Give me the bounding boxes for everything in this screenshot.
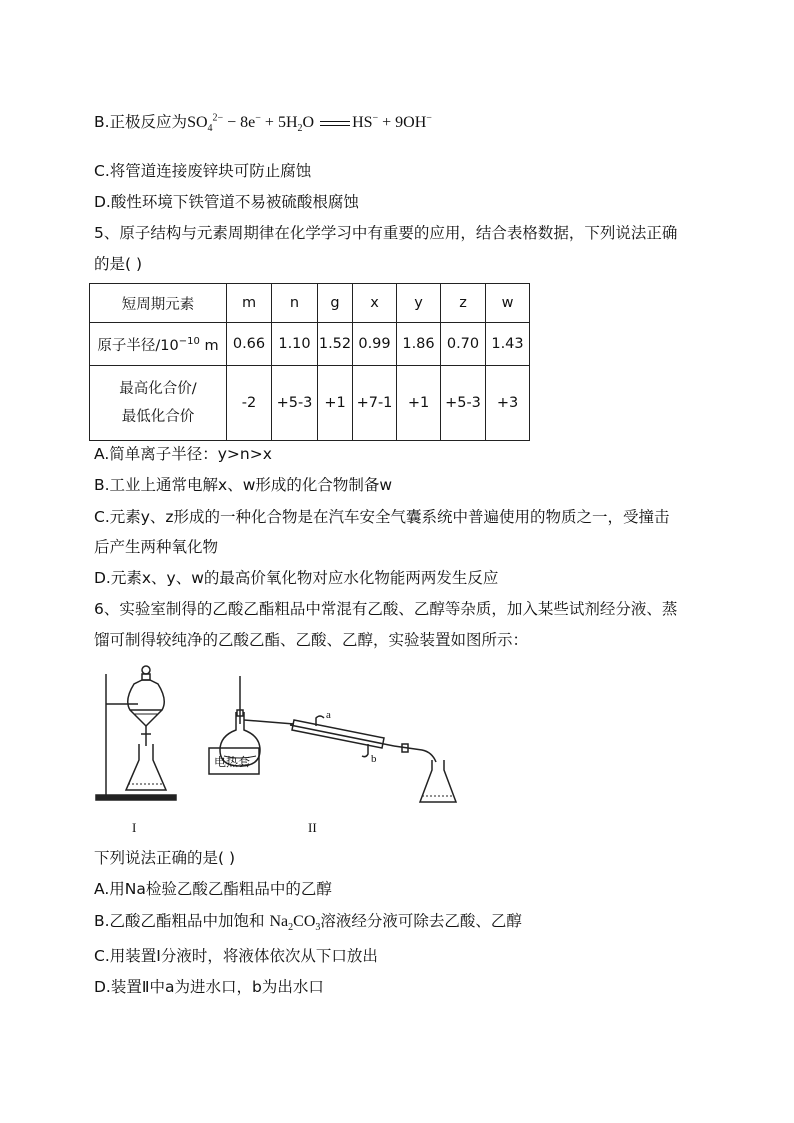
q5-stem-line2: 的是( ) — [94, 255, 143, 273]
q5-option-a: A.简单离子半径：y>n>x — [94, 445, 272, 463]
table-valence-label: 最高化合价/ 最低化合价 — [90, 366, 227, 441]
table-header-label: 短周期元素 — [90, 284, 227, 323]
table-cell: 1.52 — [318, 323, 353, 366]
q6-stem-line2: 馏可制得较纯净的乙酸乙酯、乙酸、乙醇，实验装置如图所示： — [94, 631, 529, 649]
option-c-previous: C.将管道连接废锌块可防止腐蚀 — [94, 162, 312, 180]
table-cell: +7-1 — [353, 366, 397, 441]
q6-prompt: 下列说法正确的是( ) — [94, 849, 236, 867]
electrode-equation: $SO_4^{2-} - 8e^- + 5H_2O$ HS− + 9OH− — [187, 112, 432, 135]
option-b-previous — [94, 111, 432, 134]
table-cell: 1.86 — [397, 323, 441, 366]
q6-stem-line1: 6、实验室制得的乙酸乙酯粗品中常混有乙酸、乙醇等杂质，加入某些试剂经分液、蒸 — [94, 600, 678, 618]
q6-option-c: C.用装置Ⅰ分液时，将液体依次从下口放出 — [94, 947, 378, 965]
table-cell: 1.43 — [486, 323, 530, 366]
table-row-valence — [90, 366, 530, 441]
inlet-label-a: a — [326, 709, 331, 721]
q5-option-c-line1: C.元素y、z形成的一种化合物是在汽车安全气囊系统中普遍使用的物质之一，受撞击 — [94, 508, 670, 526]
table-cell: +5-3 — [272, 366, 318, 441]
table-cell: +5-3 — [441, 366, 486, 441]
figure-label-I: I — [132, 820, 137, 835]
q6-option-b — [94, 910, 522, 933]
sodium-carbonate-formula: $Na_2CO_3$ — [269, 913, 321, 934]
table-cell: 0.99 — [353, 323, 397, 366]
table-cell: n — [272, 284, 318, 323]
option-text: B.正极反应为 — [94, 113, 188, 131]
q6-option-a: A.用Na检验乙酸乙酯粗品中的乙醇 — [94, 880, 332, 898]
table-cell: w — [486, 284, 530, 323]
table-row-elements — [90, 284, 530, 323]
separatory-funnel-apparatus — [96, 666, 176, 800]
table-cell: +1 — [318, 366, 353, 441]
figure-label-II: II — [308, 820, 317, 835]
q5-option-d: D.元素x、y、w的最高价氧化物对应水化物能两两发生反应 — [94, 569, 499, 587]
equals-bar — [320, 121, 350, 126]
table-row-radius — [90, 323, 530, 366]
table-cell: +1 — [397, 366, 441, 441]
table-cell: m — [227, 284, 272, 323]
table-cell: 0.70 — [441, 323, 486, 366]
option-text: 溶液经分液可除去乙酸、乙醇 — [320, 912, 522, 930]
option-d-previous: D.酸性环境下铁管道不易被硫酸根腐蚀 — [94, 193, 359, 211]
table-cell: z — [441, 284, 486, 323]
table-cell: 1.10 — [272, 323, 318, 366]
q6-option-d: D.装置Ⅱ中a为进水口，b为出水口 — [94, 978, 324, 996]
table-radius-label: 原子半径$/10^{-10}$ m — [90, 323, 227, 366]
distillation-apparatus — [209, 676, 456, 802]
table-cell: +3 — [486, 366, 530, 441]
option-text: B.乙酸乙酯粗品中加饱和 — [94, 912, 270, 930]
heater-label: 电热套 — [214, 755, 251, 769]
table-cell: y — [397, 284, 441, 323]
q5-option-b: B.工业上通常电解x、w形成的化合物制备w — [94, 476, 393, 494]
table-cell: g — [318, 284, 353, 323]
table-cell: -2 — [227, 366, 272, 441]
lab-apparatus-figure — [94, 662, 474, 840]
q5-option-c-line2: 后产生两种氧化物 — [94, 538, 219, 556]
table-cell: x — [353, 284, 397, 323]
table-cell: 0.66 — [227, 323, 272, 366]
element-data-table — [89, 283, 530, 441]
outlet-label-b: b — [371, 753, 377, 765]
q5-stem-line1: 5、原子结构与元素周期律在化学学习中有重要的应用，结合表格数据，下列说法正确 — [94, 224, 678, 242]
